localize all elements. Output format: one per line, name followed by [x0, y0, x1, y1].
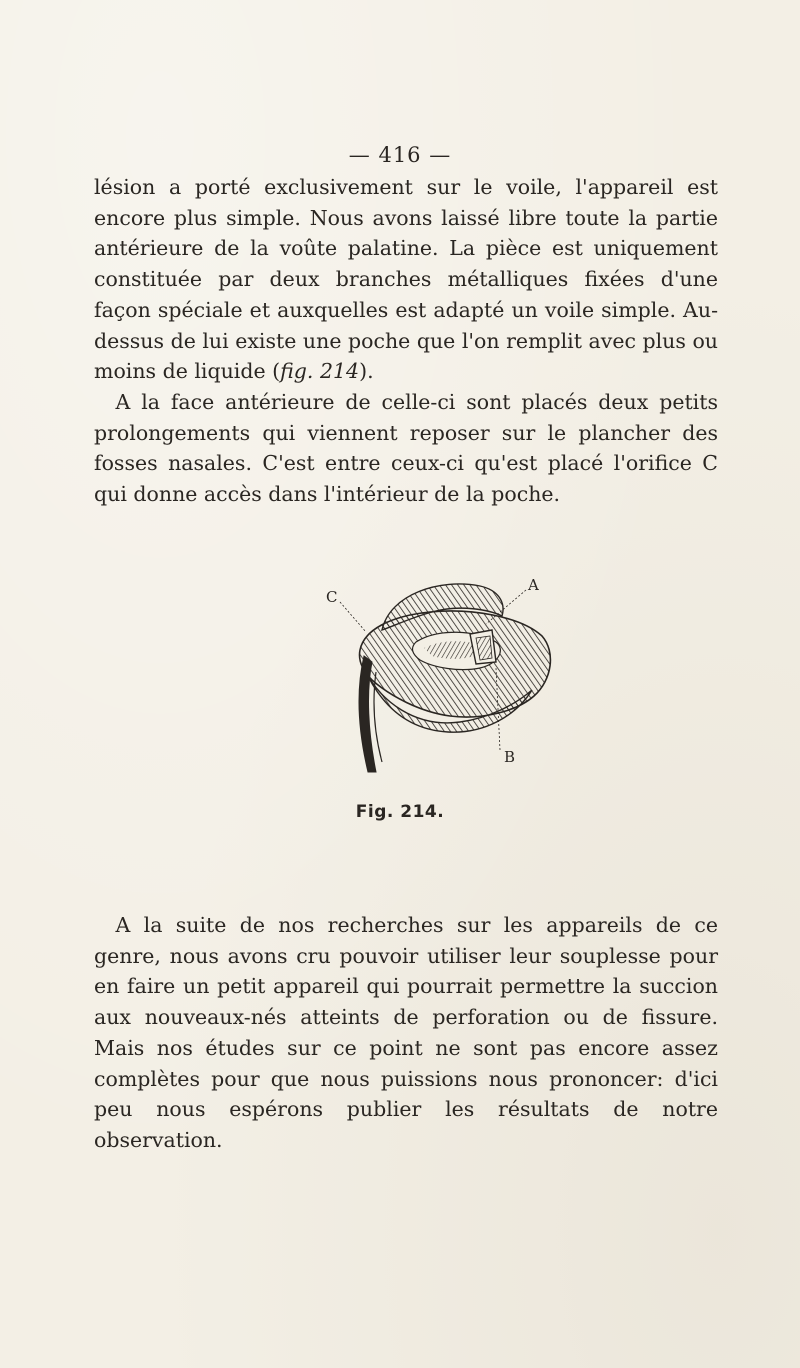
paragraph-2-text: A la face antérieure de celle-ci sont placés deux petits prolongements qui viennent reposer sur le plancher des fosses nasales. C'est entre ceux-ci qu'est placé l'orifice C qui donne accès dans l'intérieur de la poche.	[94, 389, 718, 507]
paragraph-3: A la suite de nos recherches sur les appareils de ce genre, nous avons cru pouvoir utiliser leur souplesse pour en faire un petit appareil qui pourrait permettre la succion aux nouveaux-nés atteints de perforation ou de fissure. Mais nos études sur ce point ne sont pas encore assez complètes pour que nous puissions nous prononcer: d'ici peu nous espérons publier les résultats de notre observation.	[94, 913, 718, 1152]
text-block-bottom	[94, 910, 718, 1156]
paragraph-1-end: ).	[359, 359, 374, 384]
figure-214-illustration	[320, 572, 560, 790]
text-block-top	[94, 172, 718, 510]
figure-letter-c: C	[326, 588, 338, 606]
pointer-c	[340, 602, 366, 632]
paragraph-2	[94, 387, 718, 510]
paragraph-1	[94, 172, 718, 387]
palatal-appliance-drawing	[320, 572, 560, 790]
figure-letter-b: B	[504, 748, 516, 766]
figure-caption: Fig. 214.	[355, 802, 445, 822]
figure-letter-a: A	[528, 576, 539, 594]
paragraph-1-text: lésion a porté exclusivement sur le voile, l'appareil est encore plus simple. Nous avons laissé libre toute la partie antérieure de la voûte palatine. La pièce est uniquement constituée par deux branches métalliques fixées d'une façon spéciale et auxquelles est adapté un voile simple. Au-dessus de lui existe une poche que l'on remplit avec plus ou moins de liquide (	[94, 175, 718, 384]
figure-reference: fig. 214	[280, 359, 360, 384]
page-number: — 416 —	[348, 143, 452, 167]
